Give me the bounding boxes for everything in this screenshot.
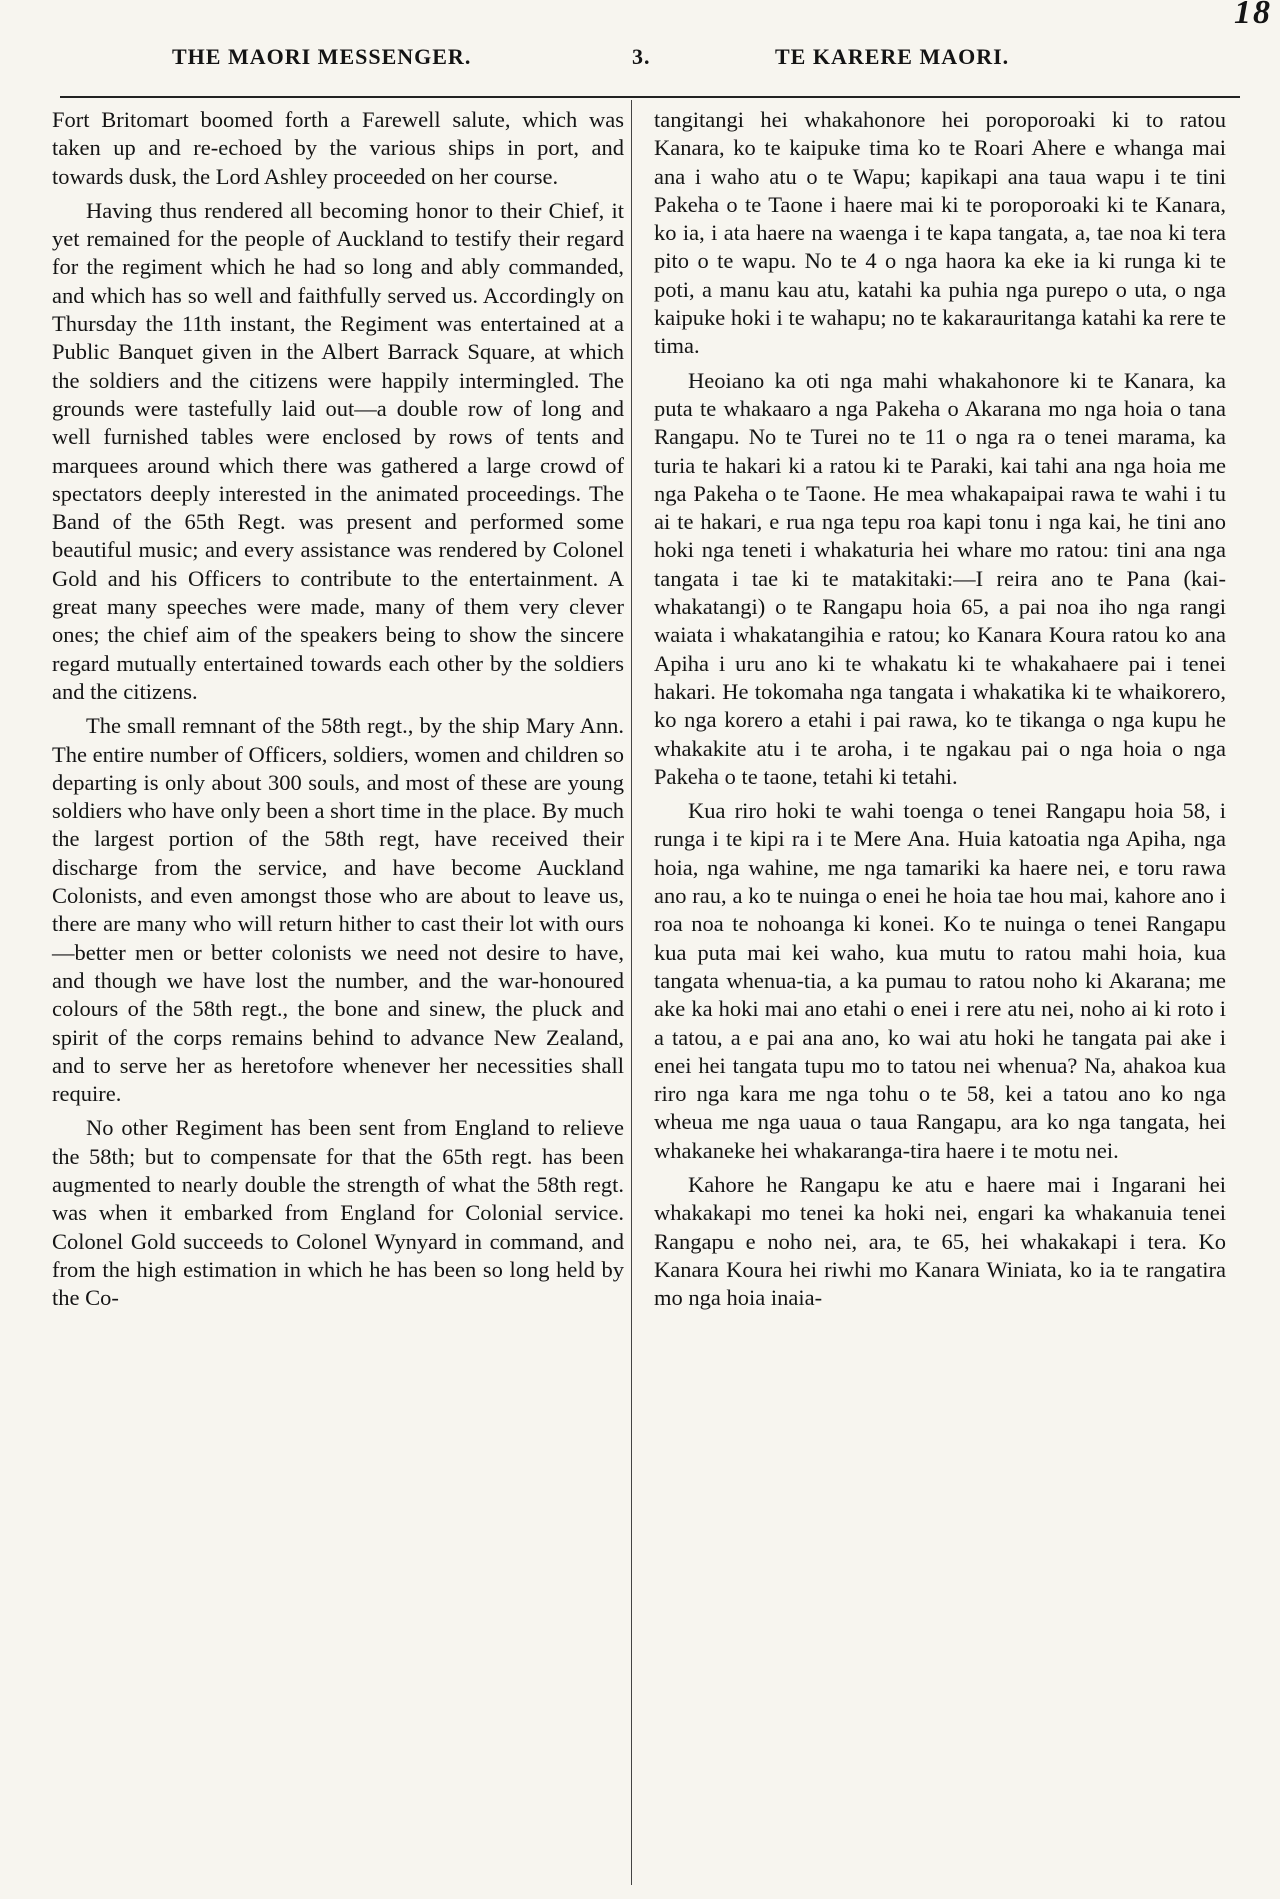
maori-paragraph-2: Heoiano ka oti nga mahi whakahonore ki te Kanara, ka puta te whakaaro a nga Pakeha o Akarana mo nga hoia o tana Rangapu. No te Turei no te 11 o nga ra o tenei marama, ka turia te hakari ki a ratou ki te Paraki, kai tahi ana nga hoia me nga Pakeha o te Taone. He mea whakapaipai rawa te wahi i tu ai te hakari, e rua nga tepu roa kapi tonu i nga kai, he tini ano hoki nga teneti i whakaturia hei whare mo ratou: tini ana nga tangata i tae ki te matakitaki:—I reira ano te Pana (kai-whakatangi) o te Rangapu hoia 65, a pai noa iho nga rangi waiata i whakatangihia e ratou; ko Kanara Koura ratou ko ana Apiha i uru ano ki te whakatu ki te whakahaere pai i tenei hakari. He tokomaha nga tangata i whakatika ki te whaikorero, ko nga korero a etahi i pai rawa, ko te tikanga o nga kupu he whakakite atu i te aroha, i te ngakau pai o nga hoia o nga Pakeha o te taone, tetahi ki tetahi. [654, 367, 1226, 789]
maori-column [654, 106, 1226, 1312]
english-paragraph-1: Fort Britomart boomed forth a Farewell salute, which was taken up and re-echoed by the various ships in port, and towards dusk, the Lord Ashley proceeded on her course. [52, 107, 624, 189]
maori-masthead: TE KARERE MAORI. [775, 44, 1010, 69]
maori-paragraph-3: Kua riro hoki te wahi toenga o tenei Rangapu hoia 58, i runga i te kipi ra i te Mere Ana. Huia katoatia nga Apiha, nga hoia, nga wahine, me nga tamariki ka haere nei, e toru rawa ano rau, a ko te nuinga o enei he hoia tae hou mai, kahore ano i roa noa te nohoanga ki konei. Ko te nuinga o tenei Rangapu kua puta mai kei waho, kua mutu to ratou mahi hoia, kua tangata whenua-tia, a ka pumau to ratou noho ki Akarana; me ake ka hoki mai ano etahi o enei i rere atu nei, noho ai ki roto i a tatou, a e pai ana ano, ko wai atu hoki he tangata pai ake i enei hei tangata tupu mo to tatou nei whenua? Na, ahakoa kua riro nga kara me nga tohu o te 58, kei a tatou ano ko nga wheua me nga uaua o taua Rangapu, ara ko nga tangata, hei whakaneke hei whakaranga-tira haere i te motu nei. [654, 798, 1226, 1163]
english-paragraph-2: Having thus rendered all becoming honor to their Chief, it yet remained for the people of Auckland to testify their regard for the regiment which he had so long and ably commanded, and which has so well and faithfully served us. Accordingly on Thursday the 11th instant, the Regiment was entertained at a Public Banquet given in the Albert Barrack Square, at which the soldiers and the citizens were happily intermingled. The grounds were tastefully laid out—a double row of long and well furnished tables were enclosed by rows of tents and marquees around which there was gathered a large crowd of spectators deeply interested in the animated proceedings. The Band of the 65th Regt. was present and performed some beautiful music; and every assistance was rendered by Colonel Gold and his Officers to contribute to the entertainment. A great many speeches were made, many of them very clever ones; the chief aim of the speakers being to show the sincere regard mutually entertained towards each other by the soldiers and the citizens. [52, 197, 624, 704]
english-column [52, 106, 624, 1312]
english-masthead: THE MAORI MESSENGER. [172, 44, 472, 69]
maori-paragraph-1: tangitangi hei whakahonore hei poroporoaki ki to ratou Kanara, ko te kaipuke tima ko te Roari Ahere e whanga mai ana i waho atu o te Wapu; kapikapi ana taua wapu i te tini Pakeha o te Taone i haere mai ki te poroporoaki ki te Kanara, ko ia, i ata haere na waenga i te kapa tangata, a, tae noa ki tera pito o te wapu. No te 4 o nga haora ka eke ia ki runga ki te poti, a manu kau atu, katahi ka puhia nga purepo o uta, o nga kaipuke hoki i te wahapu; no te kakarauritanga katahi ka rere te tima. [654, 107, 1226, 359]
maori-paragraph-4: Kahore he Rangapu ke atu e haere mai i Ingarani hei whakakapi mo tenei ka hoki nei, engari ka whakanuia tenei Rangapu e noho nei, ara, te 65, hei whakakapi i tera. Ko Kanara Koura hei riwhi mo Kanara Winiata, ko ia te rangatira mo nga hoia inaia- [654, 1171, 1226, 1311]
header-rule [60, 96, 1240, 98]
page-mark: 18 [1234, 0, 1272, 31]
english-paragraph-4: No other Regiment has been sent from England to relieve the 58th; but to compensate for that the 65th regt. has been augmented to nearly double the strength of what the 58th regt. was when it embarked from England for Colonial service. Colonel Gold succeeds to Colonel Wynyard in command, and from the high estimation in which he has been so long held by the Co- [52, 1115, 624, 1311]
page-header [60, 44, 1240, 78]
page-number: 3. [632, 44, 651, 69]
column-divider [631, 100, 632, 1885]
english-paragraph-3: The small remnant of the 58th regt., by the ship Mary Ann. The entire number of Officers, soldiers, women and children so departing is only about 300 souls, and most of these are young soldiers who have only been a short time in the place. By much the largest portion of the 58th regt, have received their discharge from the service, and have become Auckland Colonists, and even amongst those who are about to leave us, there are many who will return hither to cast their lot with ours—better men or better colonists we need not desire to have, and though we have lost the number, and the war-honoured colours of the 58th regt., the bone and sinew, the pluck and spirit of the corps remains behind to advance New Zealand, and to serve her as heretofore whenever her necessities shall require. [52, 713, 624, 1107]
